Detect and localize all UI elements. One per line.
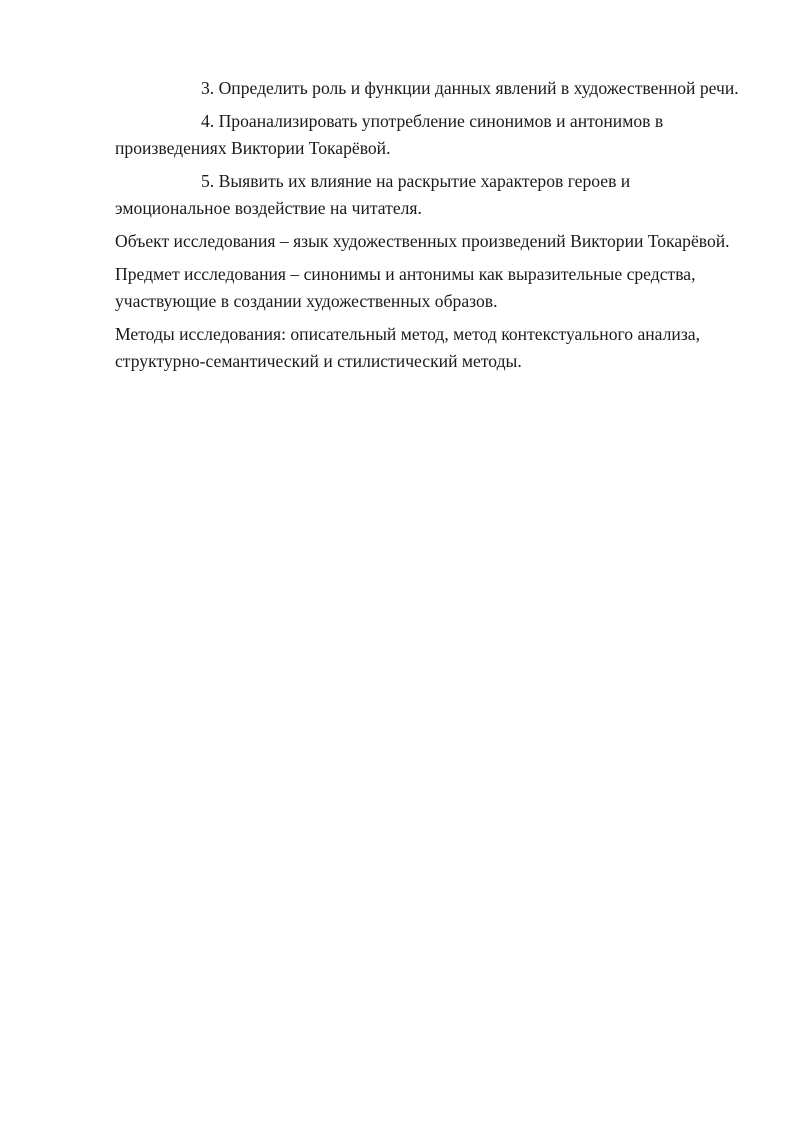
task-item-4: 4. Проанализировать употребление синонимов и антонимов в произведениях Виктории Токарёвой. [115, 111, 664, 158]
task-item-3: 3. Определить роль и функции данных явлений в художественной речи. [201, 78, 739, 98]
task-item-5: 5. Выявить их влияние на раскрытие характеров героев и эмоциональное воздействие на читателя. [115, 171, 631, 218]
research-subject-paragraph: Предмет исследования – синонимы и антонимы как выразительные средства, участвующие в создании художественных образов. [115, 264, 696, 311]
document-body [115, 75, 745, 381]
research-methods-paragraph: Методы исследования: описательный метод, метод контекстуального анализа, структурно-семантический и стилистический методы. [115, 324, 700, 371]
research-object-paragraph: Объект исследования – язык художественных произведений Виктории Токарёвой. [115, 231, 730, 251]
